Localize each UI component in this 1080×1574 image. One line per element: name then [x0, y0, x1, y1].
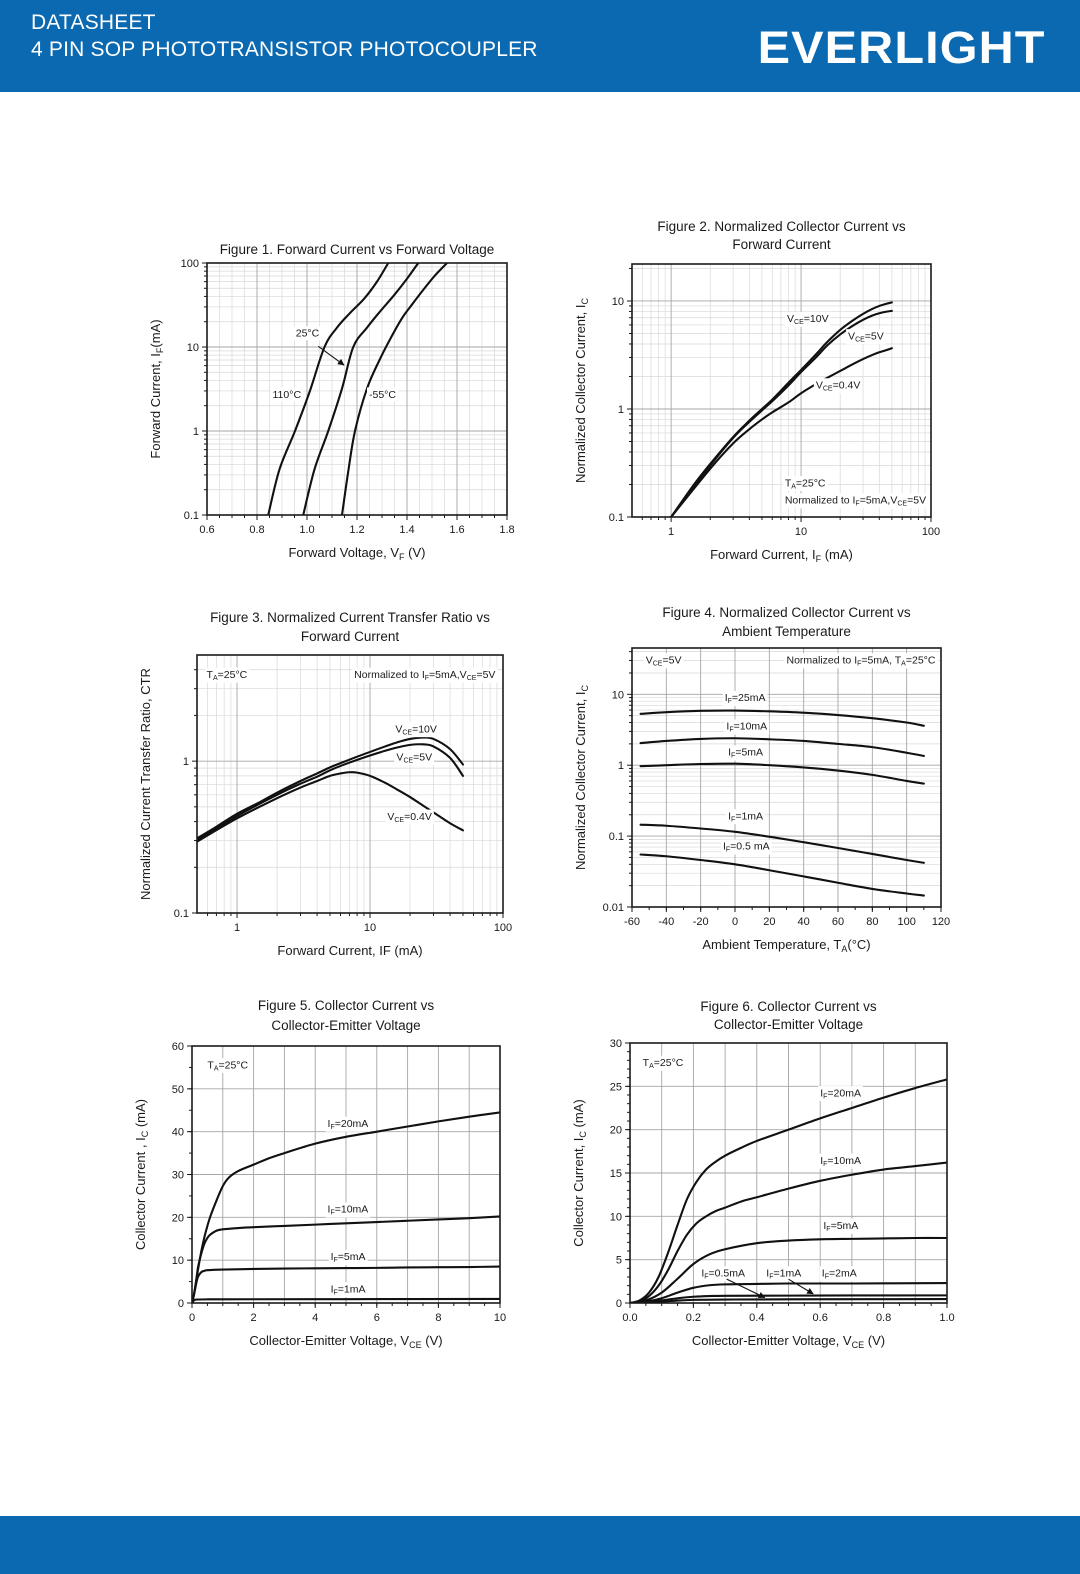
svg-text:0.1: 0.1 [608, 831, 624, 844]
svg-text:Collector-Emitter Voltage: Collector-Emitter Voltage [713, 1017, 864, 1032]
svg-text:10: 10 [493, 1312, 507, 1324]
svg-text:1: 1 [182, 756, 189, 769]
svg-text:IF=25mA: $I_F=25mA$ [724, 692, 766, 706]
svg-text:0.8: 0.8 [875, 1312, 892, 1324]
svg-text:Forward Current: Forward Current [732, 237, 831, 252]
svg-text:100: 100 [180, 258, 199, 270]
svg-text:Figure 3. Normalized Current T: Figure 3. Normalized Current Transfer Ratio vs [210, 610, 490, 625]
svg-text:IF=0.5 mA: $I_F=0.5$ mA [722, 840, 770, 854]
svg-text:20: 20 [763, 916, 776, 928]
svg-text:TA=25°C: $T_A=25^\circ C$ [206, 668, 248, 682]
header-text [31, 9, 538, 63]
svg-text:Normalized to IF=5mA,VCE=5V: Normalized to $I_F=5mA,V_{CE}=5V$ [784, 494, 927, 508]
svg-text:Forward Current, IF (mA): Forward Current, IF (mA) [277, 943, 423, 958]
svg-text:100: 100 [493, 922, 513, 934]
svg-text:6: 6 [373, 1312, 380, 1324]
svg-text:1: 1 [617, 403, 624, 416]
figure-3-normalized-ctr-vs-forward-current [129, 603, 531, 980]
svg-text:TA=25°C: $T_A=25^\circ C$ [642, 1056, 684, 1070]
svg-text:110°C: 110°C [272, 388, 302, 401]
svg-text:-40: -40 [658, 916, 675, 928]
figure-3-chart [129, 603, 531, 975]
svg-text:5: 5 [615, 1254, 622, 1267]
svg-text:10: 10 [171, 1255, 184, 1268]
svg-text:VCE=5V: $V_{CE}=5V$ [848, 330, 884, 344]
svg-text:50: 50 [171, 1083, 184, 1096]
svg-text:Normalized Collector Current,: Normalized Collector Current, $I_C$ [573, 685, 590, 870]
svg-text:25°C: 25°C [295, 327, 320, 340]
svg-text:IF=20mA: $I_F=20mA$ [327, 1117, 369, 1131]
svg-text:VCE=5V: $V_{CE}=5V$ [645, 654, 682, 668]
svg-text:0: 0 [731, 916, 739, 928]
svg-text:Collector-Emitter Voltage, VCE: Collector-Emitter Voltage, $V_{CE}$ (V) [249, 1333, 443, 1350]
svg-text:10: 10 [611, 295, 624, 308]
svg-text:1: 1 [668, 526, 675, 538]
svg-text:20: 20 [171, 1212, 184, 1225]
svg-text:IF=0.5mA: $I_F=0.5mA$ [701, 1267, 746, 1281]
svg-text:0.8: 0.8 [249, 524, 265, 536]
svg-text:VCE=0.4V: $V_{CE}=0.4V$ [815, 379, 861, 393]
svg-text:IF=1mA: $I_F=1mA$ [330, 1283, 366, 1297]
svg-text:-55°C: -55°C [369, 388, 396, 401]
figure-1-chart [139, 234, 535, 577]
svg-text:40: 40 [797, 916, 810, 928]
svg-text:0: 0 [188, 1312, 196, 1324]
svg-text:0.4: 0.4 [749, 1312, 765, 1324]
figure-2-chart [564, 214, 959, 579]
svg-text:Forward Current, IF (mA): Forward Current, $I_F$ (mA) [710, 547, 853, 564]
svg-text:1.6: 1.6 [449, 524, 465, 536]
svg-text:TA=25°C: $T_A=25^\circ C$ [784, 477, 826, 491]
svg-text:0.01: 0.01 [602, 902, 624, 914]
svg-text:-20: -20 [692, 916, 709, 928]
svg-text:10: 10 [611, 689, 624, 702]
svg-text:Forward Voltage, VF (V): Forward Voltage, $V_F$ (V) [288, 545, 426, 562]
svg-text:IF=10mA: $I_F=10mA$ [820, 1154, 861, 1168]
figure-6-collector-current-vs-collector-emitter-voltage [562, 992, 975, 1370]
svg-text:0.0: 0.0 [622, 1312, 638, 1324]
svg-text:10: 10 [363, 922, 377, 934]
svg-text:Collector Current, IC (mA): Collector Current, $I_C$ (mA) [571, 1099, 588, 1247]
svg-text:0.2: 0.2 [685, 1312, 702, 1324]
svg-text:Ambient Temperature: Ambient Temperature [722, 624, 851, 639]
svg-text:IF=5mA: $I_F=5mA$ [823, 1219, 859, 1233]
figure-5-chart [124, 992, 528, 1365]
svg-text:Normalized to IF=5mA, TA=25°C: Normalized to $I_F=5mA$, $T_A=25^\circ C$ [786, 654, 936, 668]
svg-text:60: 60 [171, 1041, 184, 1053]
svg-text:1.0: 1.0 [299, 524, 315, 536]
svg-text:10: 10 [186, 342, 199, 354]
svg-text:Figure 4. Normalized Collector: Figure 4. Normalized Collector Current vs [662, 605, 911, 620]
svg-text:60: 60 [831, 916, 845, 928]
svg-text:10: 10 [609, 1211, 622, 1224]
svg-text:0: 0 [177, 1298, 184, 1310]
everlight-logo: EVERLIGHT [758, 22, 1046, 73]
svg-text:Ambient Temperature, TA(°C): Ambient Temperature, $T_A(^\circ C)$ [702, 937, 871, 954]
svg-text:IF=1mA: $I_F=1mA$ [728, 810, 764, 824]
svg-text:Normalized Collector Current,: Normalized Collector Current, $I_C$ [573, 298, 590, 483]
svg-text:100: 100 [921, 526, 941, 538]
svg-text:2: 2 [250, 1312, 257, 1324]
svg-text:Figure 6. Collector Current vs: Figure 6. Collector Current vs [700, 999, 877, 1014]
svg-text:10: 10 [794, 526, 808, 538]
svg-text:IF=5mA: $I_F=5mA$ [330, 1250, 366, 1265]
svg-text:15: 15 [609, 1168, 622, 1180]
svg-text:1.8: 1.8 [499, 524, 515, 536]
svg-text:1: 1 [233, 922, 241, 934]
svg-text:Normalized to IF=5mA,VCE=5V: Normalized to $I_F=5mA,V_{CE}=5V$ [354, 668, 496, 682]
svg-text:0.6: 0.6 [199, 524, 215, 536]
svg-text:1.0: 1.0 [939, 1312, 955, 1324]
svg-text:25: 25 [609, 1081, 622, 1094]
figure-5-collector-current-vs-collector-emitter-voltage [124, 992, 528, 1370]
figure-2-normalized-collector-current-vs-forward-current [564, 214, 959, 584]
figure-4-normalized-collector-current-vs-ambient-temperature [564, 598, 969, 974]
figure-1-forward-current-vs-forward-voltage [139, 234, 535, 582]
svg-text:TA=25°C: $T_A=25^\circ C$ [207, 1059, 249, 1073]
svg-text:4: 4 [312, 1312, 319, 1324]
header-line-datasheet: DATASHEET [31, 11, 156, 34]
svg-text:1.2: 1.2 [349, 524, 365, 536]
svg-text:0: 0 [615, 1298, 622, 1310]
svg-text:Normalized Current Transfer Ra: Normalized Current Transfer Ratio, CTR [138, 668, 153, 900]
svg-text:Collector-Emitter Voltage: Collector-Emitter Voltage [271, 1018, 421, 1033]
svg-text:IF=2mA: $I_F=2mA$ [821, 1267, 857, 1281]
svg-text:30: 30 [171, 1169, 184, 1182]
svg-text:IF=5mA: $I_F=5mA$ [728, 746, 764, 760]
svg-text:Forward Current, IF(mA): Forward Current, $I_F(mA)$ [148, 319, 165, 459]
svg-text:20: 20 [609, 1124, 622, 1137]
footer-bar [0, 1516, 1080, 1574]
svg-text:8: 8 [435, 1312, 442, 1324]
svg-text:0.1: 0.1 [183, 510, 199, 522]
svg-text:VCE=10V: $V_{CE}=10V$ [395, 723, 437, 737]
svg-text:80: 80 [866, 916, 879, 928]
svg-text:1.4: 1.4 [399, 524, 415, 536]
svg-text:IF=10mA: $I_F=10mA$ [726, 720, 768, 734]
svg-text:VCE=5V: $V_{CE}=5V$ [396, 751, 433, 765]
svg-text:1: 1 [192, 426, 199, 438]
svg-text:0.6: 0.6 [812, 1312, 828, 1324]
header-bar [0, 0, 1080, 92]
svg-text:30: 30 [609, 1038, 622, 1050]
svg-text:VCE=0.4V: $V_{CE}=0.4V$ [387, 810, 432, 824]
svg-text:0.1: 0.1 [173, 908, 189, 920]
svg-text:VCE=10V: $V_{CE}=10V$ [787, 312, 829, 326]
header-line-product: 4 PIN SOP PHOTOTRANSISTOR PHOTOCOUPLER [31, 38, 538, 61]
svg-text:IF=1mA: $I_F=1mA$ [766, 1267, 802, 1281]
figure-4-chart [564, 598, 969, 969]
svg-text:Figure 2. Normalized Collector: Figure 2. Normalized Collector Current vs [657, 219, 906, 234]
svg-text:Figure 1. Forward Current vs F: Figure 1. Forward Current vs Forward Voltage [219, 242, 495, 257]
svg-text:100: 100 [897, 916, 916, 928]
svg-text:IF=20mA: $I_F=20mA$ [820, 1087, 861, 1101]
svg-text:0.1: 0.1 [608, 512, 624, 524]
svg-text:Forward Current: Forward Current [300, 629, 400, 644]
svg-text:-60: -60 [624, 916, 640, 928]
figure-6-chart [562, 992, 975, 1365]
svg-text:Figure 5. Collector Current vs: Figure 5. Collector Current vs [257, 998, 435, 1013]
svg-text:40: 40 [171, 1126, 184, 1139]
svg-text:Collector-Emitter Voltage, VCE: Collector-Emitter Voltage, $V_{CE}$ (V) [691, 1333, 886, 1350]
svg-text:120: 120 [931, 916, 951, 928]
svg-text:1: 1 [617, 760, 624, 773]
svg-text:IF=10mA: $I_F=10mA$ [327, 1203, 369, 1217]
svg-text:Collector Current , IC (mA): Collector Current , $I_C$ (mA) [133, 1099, 150, 1250]
